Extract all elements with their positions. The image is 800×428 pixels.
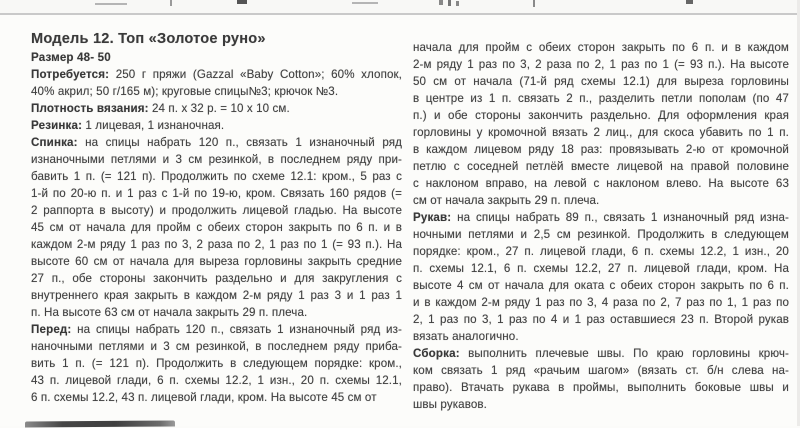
text-line: с наклоном вправо, на левой с наклоном влево. На высоте 63 — [413, 177, 789, 190]
bold-label: Плотность вязания: — [31, 102, 149, 115]
text-line: высоте 4 см от начала для оката с обеих сторон закрыть по 6 п. — [413, 279, 789, 292]
text-line: ночными петлями и 2,5 см резинкой. Продолжить в следующем — [413, 228, 789, 241]
bold-label: Размер 48- 50 — [31, 51, 111, 64]
text-line: Сборка: выполнить плечевые швы. По краю горловины крюч- — [413, 347, 789, 360]
text-line: Резинка: 1 лицевая, 1 изнаночная. — [31, 119, 225, 132]
text-line: Перед: на спицы набрать 120 п., связать 1 изнаночный ряд из- — [31, 323, 402, 336]
bold-label: Резинка: — [31, 119, 83, 132]
text-line: п. схемы 12.1, 6 п. схемы 12.2, 27 п. лицевой глади, кром. На — [413, 262, 789, 275]
schema-image-top-edge — [25, 420, 175, 427]
text-line: см от начала закрыть 29 п. плеча. — [413, 194, 600, 207]
bold-label: Перед: — [31, 323, 72, 336]
text-line: ком связать 1 ряд «рачьим шагом» (вязать ст. б/н слева на- — [413, 364, 789, 377]
bold-label: Спинка: — [31, 136, 78, 149]
cropped-content-fragment — [456, 1, 459, 6]
text-line: п. На высоте 63 см от начала закрыть 29 п. плеча. — [31, 306, 308, 319]
cropped-content-fragment — [686, 0, 693, 4]
cropped-content-fragment — [95, 3, 127, 5]
text-line: 45 см от начала для пройм с обеих сторон закрыть по 6 п. и в — [31, 221, 402, 234]
bold-label: Рукав: — [413, 211, 452, 224]
text-line: 6 п. схемы 12.2, 43 п. лицевой глади, кром. На высоте 45 см от — [31, 391, 377, 404]
text-line: 2 раппорта в высоту) и продолжить лицевой гладью. На высоте — [31, 204, 402, 217]
text-line: горловины у кромочной вязать 2 лиц., для скоса убавить по 1 п. — [413, 126, 789, 139]
cropped-content-fragment — [237, 0, 247, 4]
text-line: Потребуется: 250 г пряжи (Gazzal «Baby Cotton»; 60% хлопок, — [31, 68, 402, 81]
right-text-column — [413, 39, 789, 413]
bold-label: Потребуется: — [31, 68, 110, 81]
text-line: наночными петлями и 3 см резинкой, в последнем ряду приба- — [31, 340, 402, 353]
left-column-lines — [31, 49, 402, 406]
text-line: вязать аналогично. — [413, 330, 519, 343]
text-line: 50 см от начала (71-й ряд схемы 12.1) для выреза горловины — [413, 75, 789, 88]
text-line: порядке: кром., 27 п. лицевой глади, 6 п. схемы 12.2, 1 изн., 20 — [413, 245, 789, 258]
cropped-content-fragment — [170, 0, 172, 6]
cropped-top-row — [0, 0, 800, 15]
text-line: швы рукавов. — [413, 398, 487, 411]
bold-label: Сборка: — [413, 347, 460, 360]
text-line: вить 1 п. (= 121 п). Продолжить в следующем порядке: кром., — [31, 357, 402, 370]
text-line: 27 п., обе стороны закончить раздельно и для закругления с — [31, 272, 402, 285]
cropped-content-fragment — [448, 0, 451, 6]
text-line: начала для пройм с обеих сторон закрыть по 6 п. и в каждом — [413, 41, 789, 54]
text-line: 43 п. лицевой глади, 6 п. схемы 12.2, 1 изн., 20 п. схемы 12.1, — [31, 374, 402, 387]
text-line: Спинка: на спицы набрать 120 п., связать 1 изнаночный ряд — [31, 136, 402, 149]
text-line: и в каждом 2-м ряду 1 раз по 3, 4 раза по 2, 7 раз по 1, 1 раз по — [413, 296, 789, 309]
text-line: бавить 1 п. (= 121 п). Продолжить по схеме 12.1: кром., 5 раз с — [31, 170, 402, 183]
cropped-content-fragment — [533, 0, 535, 7]
right-column-lines — [413, 39, 789, 413]
text-line: 40% акрил; 50 г/165 м); круговые спицы№3; крючок №3. — [31, 85, 339, 98]
text-line: в каждом лицевом ряду 18 раз: провязывать 2-ю от кромочной — [413, 143, 789, 156]
text-line: право). Втачать рукава в проймы, выполнить боковые швы и — [413, 381, 789, 394]
text-line: высоте 60 см от начала для выреза горловины закрыть средние — [31, 255, 402, 268]
text-line: изнаночными петлями и 3 см резинкой, в последнем ряду при- — [31, 153, 402, 166]
left-text-column — [31, 30, 402, 406]
cropped-content-fragment — [352, 2, 378, 4]
text-line: 2-м ряду 1 раз по 3, 2 раза по 2, 1 раз по 1 (= 93 п.). На высоте — [413, 58, 789, 71]
text-line: Рукав: на спицы набрать 89 п., связать 1 изнаночный ряд изна- — [413, 211, 789, 224]
text-line: каждом 2-м ряду 1 раз по 3, 2 раза по 2, 1 раз по 1 (= 93 п.). На — [31, 238, 402, 251]
text-line: петлю с соседней петлёй вместе лицевой на правой половине — [413, 160, 789, 173]
page-title: Модель 12. Топ «Золотое руно» — [31, 31, 266, 47]
text-line — [31, 49, 402, 66]
text-line: 2, 1 раз по 3, 1 раз по 4 и 1 раз оставшиеся 23 п. Второй рукав — [413, 313, 789, 326]
text-line: 1-й по 20-ю п. и 1 раз с 1-й по 19-ю, кром. Связать 160 рядов (= — [31, 187, 402, 200]
cropped-content-fragment — [439, 0, 443, 5]
text-line: в центре из 1 п. связать 2 п., разделить петли пополам (по 47 — [413, 92, 789, 105]
text-line: внутреннего края закрыть в каждом 2-м ряду 1 раз 3 и 1 раз 1 — [31, 289, 402, 302]
text-line: Плотность вязания: 24 п. х 32 р. = 10 х 10 см. — [31, 102, 290, 115]
text-line: п.) и обе стороны закончить раздельно. Для оформления края — [413, 109, 789, 122]
